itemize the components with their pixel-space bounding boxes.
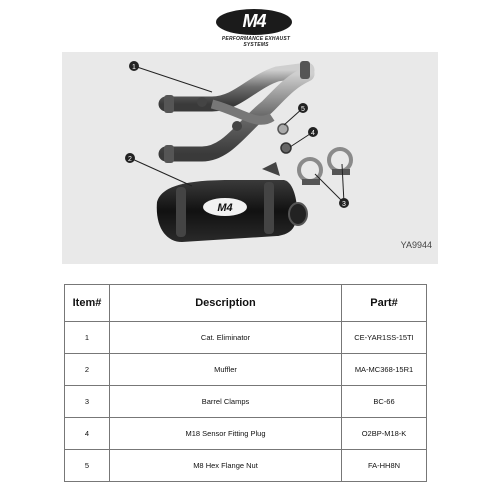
callout-4-label: 4: [311, 130, 315, 137]
cell-description: Cat. Eliminator: [110, 322, 342, 354]
svg-text:M4: M4: [217, 202, 233, 214]
callout-3-label: 3: [342, 201, 346, 208]
table-row: [65, 386, 427, 418]
hex-nut: [278, 124, 288, 134]
cell-item: 4: [65, 418, 110, 450]
table-header-row: [65, 285, 427, 322]
product-photo: [62, 52, 438, 264]
cell-item: 5: [65, 450, 110, 482]
header-description: Description: [110, 285, 342, 322]
callout-2-label: 2: [128, 156, 132, 163]
cell-part: FA-HH8N: [342, 450, 427, 482]
sensor-plug: [281, 143, 291, 153]
callout-2: [125, 153, 135, 163]
header-item: Item#: [65, 285, 110, 322]
cell-description: Muffler: [110, 354, 342, 386]
cell-item: 2: [65, 354, 110, 386]
table-row: [65, 354, 427, 386]
callout-1: [129, 61, 139, 71]
cell-item: 3: [65, 386, 110, 418]
table-row: [65, 418, 427, 450]
cell-description: Barrel Clamps: [110, 386, 342, 418]
cell-part: O2BP-M18-K: [342, 418, 427, 450]
callout-5: [298, 103, 308, 113]
table-row: [65, 450, 427, 482]
exhaust-illustration: [62, 52, 438, 264]
product-sku: YA9944: [400, 240, 432, 250]
cell-description: M18 Sensor Fitting Plug: [110, 418, 342, 450]
cell-part: CE-YAR1SS-15TI: [342, 322, 427, 354]
cell-part: MA-MC368-15R1: [342, 354, 427, 386]
table-row: [65, 322, 427, 354]
cell-part: BC-66: [342, 386, 427, 418]
logo-mark: M4: [242, 11, 266, 31]
cell-description: M8 Hex Flange Nut: [110, 450, 342, 482]
parts-table: [64, 284, 427, 482]
callout-1-label: 1: [132, 64, 136, 71]
cell-item: 1: [65, 322, 110, 354]
muffler: [157, 162, 307, 242]
brand-logo: [212, 9, 300, 48]
header-part: Part#: [342, 285, 427, 322]
callout-3: [339, 198, 349, 208]
callout-4: [308, 127, 318, 137]
callout-5-label: 5: [301, 106, 305, 113]
logo-tagline: PERFORMANCE EXHAUST SYSTEMS: [221, 36, 291, 48]
